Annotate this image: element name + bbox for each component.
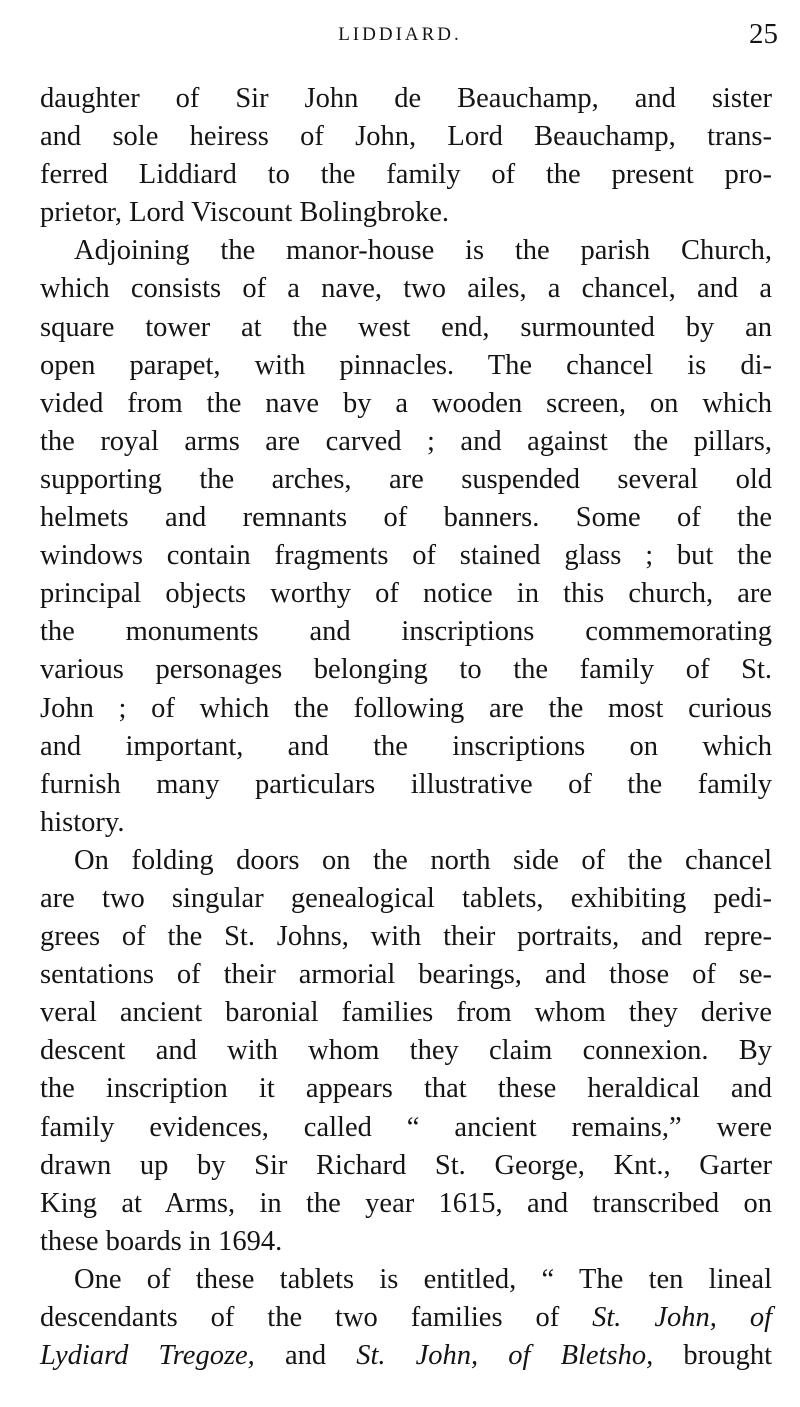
text-line	[40, 156, 772, 194]
text-segment: One of these tablets is entitled, “ The ten lineal	[74, 1263, 772, 1295]
text-line	[40, 499, 772, 537]
text-line	[40, 194, 772, 232]
text-line	[40, 232, 772, 270]
text-segment: history.	[40, 806, 125, 838]
text-segment: descent and with whom they claim connexion. By	[40, 1035, 772, 1067]
body-text	[40, 80, 772, 1375]
text-segment: furnish many particulars illustrative of the family	[40, 768, 772, 800]
text-line	[40, 1070, 772, 1108]
text-segment: daughter of Sir John de Beauchamp, and sister	[40, 83, 772, 114]
text-line	[40, 728, 772, 766]
text-line	[40, 461, 772, 499]
text-line	[40, 918, 772, 956]
text-segment: brought	[653, 1340, 772, 1372]
text-segment: Adjoining the manor-house is the parish Church,	[74, 235, 772, 267]
text-line	[40, 1299, 772, 1337]
text-segment: sentations of their armorial bearings, and those of se-	[40, 959, 772, 991]
text-segment: prietor, Lord Viscount Bolingbroke.	[40, 197, 450, 229]
text-segment: grees of the St. Johns, with their portraits, and repre-	[40, 921, 772, 953]
text-line	[40, 994, 772, 1032]
text-line	[40, 80, 772, 118]
text-line	[40, 1223, 772, 1261]
text-segment: the royal arms are carved ; and against the pillars,	[40, 425, 772, 457]
text-segment: John ; of which the following are the most curious	[40, 692, 772, 724]
text-line	[40, 118, 772, 156]
text-line	[40, 842, 772, 880]
text-line	[40, 766, 772, 804]
text-segment: and important, and the inscriptions on which	[40, 730, 772, 762]
text-segment: open parapet, with pinnacles. The chancel is di-	[40, 349, 772, 381]
text-segment: the inscription it appears that these heraldical and	[40, 1073, 772, 1105]
text-segment: which consists of a nave, two ailes, a chancel, and a	[40, 273, 772, 305]
text-line	[40, 1337, 772, 1375]
text-segment: windows contain fragments of stained glass ; but the	[40, 540, 772, 572]
text-line	[40, 690, 772, 728]
text-segment: the monuments and inscriptions commemorating	[40, 616, 772, 648]
text-line	[40, 880, 772, 918]
text-line	[40, 537, 772, 575]
text-segment: family evidences, called “ ancient remains,” were	[40, 1111, 772, 1143]
text-line	[40, 270, 772, 308]
italic-text: St. John, of Bletsho,	[356, 1340, 654, 1372]
text-segment: various personages belonging to the family of St.	[40, 654, 772, 686]
text-segment: On folding doors on the north side of the chancel	[74, 844, 772, 876]
text-segment: drawn up by Sir Richard St. George, Knt., Garter	[40, 1149, 772, 1181]
text-segment: vided from the nave by a wooden screen, on which	[40, 387, 772, 419]
text-line	[40, 956, 772, 994]
text-segment: are two singular genealogical tablets, exhibiting pedi-	[40, 882, 772, 914]
text-segment: King at Arms, in the year 1615, and transcribed on	[40, 1187, 772, 1219]
text-line	[40, 613, 772, 651]
page-header	[0, 18, 800, 58]
text-segment: these boards in 1694.	[40, 1225, 283, 1257]
text-line	[40, 423, 772, 461]
page-number: 25	[749, 18, 778, 50]
text-segment: ferred Liddiard to the family of the present pro-	[40, 159, 772, 191]
text-line	[40, 1185, 772, 1223]
text-segment: square tower at the west end, surmounted by an	[40, 311, 772, 343]
text-line	[40, 309, 772, 347]
text-line	[40, 385, 772, 423]
running-title: LIDDIARD.	[338, 24, 462, 45]
text-line	[40, 804, 772, 842]
text-segment: helmets and remnants of banners. Some of the	[40, 502, 772, 534]
italic-text: St. John, of	[592, 1302, 772, 1333]
text-segment: principal objects worthy of notice in this church, are	[40, 578, 772, 610]
italic-text: Lydiard Tregoze,	[40, 1340, 255, 1372]
text-line	[40, 651, 772, 689]
text-line	[40, 1261, 772, 1299]
text-line	[40, 347, 772, 385]
text-line	[40, 1032, 772, 1070]
text-segment: and sole heiress of John, Lord Beauchamp, trans-	[40, 121, 772, 153]
text-segment: supporting the arches, are suspended several old	[40, 463, 772, 495]
text-segment: descendants of the two families of	[40, 1302, 593, 1333]
text-line	[40, 575, 772, 613]
text-line	[40, 1109, 772, 1147]
text-segment: veral ancient baronial families from whom they derive	[40, 997, 772, 1029]
text-line	[40, 1147, 772, 1185]
text-segment: and	[254, 1340, 357, 1372]
